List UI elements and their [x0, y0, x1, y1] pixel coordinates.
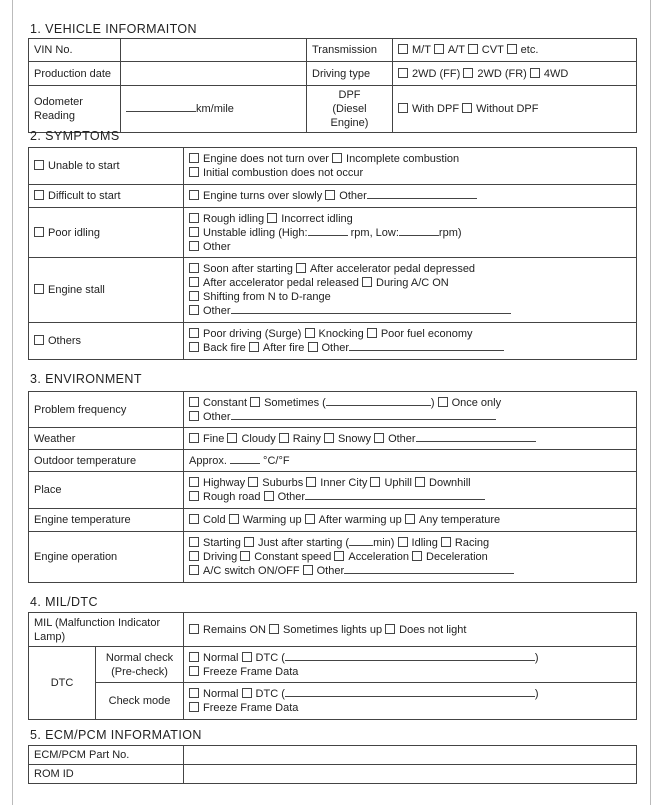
checkbox[interactable]: [306, 477, 316, 487]
blank-line[interactable]: [126, 102, 196, 112]
blank-line[interactable]: [305, 490, 485, 500]
normal-check-label: Normal check (Pre-check): [96, 647, 184, 683]
checkbox[interactable]: [441, 537, 451, 547]
driving-label: Driving type: [307, 62, 393, 86]
checkbox[interactable]: [189, 190, 199, 200]
checkbox[interactable]: [324, 433, 334, 443]
checkbox[interactable]: [189, 291, 199, 301]
section-title-mil: 4. MIL/DTC: [30, 595, 98, 609]
checkbox[interactable]: [189, 227, 199, 237]
checkbox[interactable]: [240, 551, 250, 561]
checkbox[interactable]: [362, 277, 372, 287]
blank-line[interactable]: [326, 396, 431, 406]
symptoms-table: [28, 147, 637, 360]
checkbox[interactable]: [189, 666, 199, 676]
checkbox[interactable]: [229, 514, 239, 524]
place-label: Place: [29, 472, 184, 509]
check-mode-options: Normal DTC ( ) Freeze Frame Data: [184, 683, 637, 720]
checkbox[interactable]: [398, 68, 408, 78]
checkbox[interactable]: [244, 537, 254, 547]
vehicle-info-table: [28, 38, 637, 133]
checkbox[interactable]: [189, 397, 199, 407]
checkbox[interactable]: [398, 537, 408, 547]
engine-temp-options: Cold Warming up After warming up Any temperature: [184, 509, 637, 532]
dtc-label: DTC: [29, 647, 96, 720]
checkbox[interactable]: [189, 688, 199, 698]
checkbox[interactable]: [189, 213, 199, 223]
checkbox[interactable]: [305, 328, 315, 338]
blank-line[interactable]: [349, 341, 504, 351]
blank-line[interactable]: [367, 189, 477, 199]
checkbox[interactable]: [189, 167, 199, 177]
outdoor-field: Approx. °C/°F: [184, 450, 637, 472]
checkbox[interactable]: [242, 652, 252, 662]
production-field[interactable]: [121, 62, 307, 86]
operation-label: Engine operation: [29, 532, 184, 583]
blank-line[interactable]: [230, 454, 260, 464]
checkbox[interactable]: [189, 624, 199, 634]
environment-table: [28, 391, 637, 583]
blank-line[interactable]: [344, 564, 514, 574]
checkbox[interactable]: [189, 537, 199, 547]
rom-id-label: ROM ID: [29, 765, 184, 784]
checkbox[interactable]: [374, 433, 384, 443]
blank-line[interactable]: [416, 432, 536, 442]
checkbox[interactable]: [305, 514, 315, 524]
checkbox[interactable]: [279, 433, 289, 443]
checkbox[interactable]: [189, 328, 199, 338]
checkbox[interactable]: [308, 342, 318, 352]
unable-options: Engine does not turn over Incomplete combustion Initial combustion does not occur: [184, 148, 637, 185]
rom-id-field[interactable]: [184, 765, 637, 784]
page-left-edge: [12, 0, 13, 805]
engine-temp-label: Engine temperature: [29, 509, 184, 532]
blank-line[interactable]: [285, 687, 535, 697]
frequency-options: Constant Sometimes ( ) Once only Other: [184, 392, 637, 428]
outdoor-label: Outdoor temperature: [29, 450, 184, 472]
checkbox[interactable]: [412, 551, 422, 561]
difficult-label: Difficult to start: [29, 185, 184, 208]
checkbox[interactable]: [189, 241, 199, 251]
others-options: Poor driving (Surge) Knocking Poor fuel economy Back fire After fire Other: [184, 323, 637, 360]
section-title-ecm: 5. ECM/PCM INFORMATION: [30, 728, 202, 742]
place-options: Highway Suburbs Inner City Uphill Downhill Rough road Other: [184, 472, 637, 509]
weather-options: Fine Cloudy Rainy Snowy Other: [184, 428, 637, 450]
mil-options: Remains ON Sometimes lights up Does not light: [184, 613, 637, 647]
blank-line[interactable]: [231, 304, 511, 314]
page-right-edge: [650, 0, 651, 805]
checkbox[interactable]: [398, 44, 408, 54]
checkbox[interactable]: [296, 263, 306, 273]
checkbox[interactable]: [189, 652, 199, 662]
section-title-environment: 3. ENVIRONMENT: [30, 372, 142, 386]
weather-label: Weather: [29, 428, 184, 450]
check-mode-label: Check mode: [96, 683, 184, 720]
vin-field[interactable]: [121, 39, 307, 62]
operation-options: Starting Just after starting ( min) Idling Racing Driving Constant speed Acceleration Deceleration A/C switch ON/OFF Other: [184, 532, 637, 583]
checkbox[interactable]: [189, 477, 199, 487]
checkbox[interactable]: [462, 103, 472, 113]
checkbox[interactable]: [34, 190, 44, 200]
checkbox[interactable]: [438, 397, 448, 407]
checkbox[interactable]: [189, 305, 199, 315]
checkbox[interactable]: [189, 153, 199, 163]
vin-label: VIN No.: [29, 39, 121, 62]
unable-label: Unable to start: [29, 148, 184, 185]
stall-options: Soon after starting After accelerator pedal depressed After accelerator pedal released During A/C ON Shifting from N to D-range Other: [184, 258, 637, 323]
mil-dtc-table: [28, 612, 637, 720]
blank-line[interactable]: [399, 226, 439, 236]
checkbox[interactable]: [507, 44, 517, 54]
checkbox[interactable]: [189, 263, 199, 273]
checkbox[interactable]: [189, 551, 199, 561]
checkbox[interactable]: [415, 477, 425, 487]
frequency-label: Problem frequency: [29, 392, 184, 428]
checkbox[interactable]: [405, 514, 415, 524]
checkbox[interactable]: [249, 342, 259, 352]
poor-idling-label: Poor idling: [29, 208, 184, 258]
odometer-label: Odometer Reading: [29, 86, 121, 133]
checkbox[interactable]: [303, 565, 313, 575]
checkbox[interactable]: [370, 477, 380, 487]
section-title-symptoms: 2. SYMPTOMS: [30, 129, 120, 143]
checkbox[interactable]: [325, 190, 335, 200]
ecm-table: [28, 745, 637, 784]
mil-label: MIL (Malfunction Indicator Lamp): [29, 613, 184, 647]
transmission-options: M/T A/T CVT etc.: [393, 39, 637, 62]
checkbox[interactable]: [334, 551, 344, 561]
difficult-options: Engine turns over slowly Other: [184, 185, 637, 208]
checkbox[interactable]: [269, 624, 279, 634]
checkbox[interactable]: [189, 433, 199, 443]
checkbox[interactable]: [367, 328, 377, 338]
odometer-field[interactable]: km/mile: [121, 86, 307, 133]
stall-label: Engine stall: [29, 258, 184, 323]
dpf-options: With DPF Without DPF: [393, 86, 637, 133]
ecm-part-field[interactable]: [184, 746, 637, 765]
checkbox[interactable]: [34, 160, 44, 170]
others-label: Others: [29, 323, 184, 360]
normal-check-options: Normal DTC ( ) Freeze Frame Data: [184, 647, 637, 683]
checkbox[interactable]: [248, 477, 258, 487]
checkbox[interactable]: [385, 624, 395, 634]
checkbox[interactable]: [34, 284, 44, 294]
checkbox[interactable]: [332, 153, 342, 163]
dpf-label: DPF (Diesel Engine): [307, 86, 393, 133]
poor-idling-options: Rough idling Incorrect idling Unstable idling (High: rpm, Low: rpm) Other: [184, 208, 637, 258]
blank-line[interactable]: [349, 536, 373, 546]
blank-line[interactable]: [285, 651, 535, 661]
blank-line[interactable]: [231, 410, 496, 420]
checkbox[interactable]: [189, 702, 199, 712]
checkbox[interactable]: [189, 491, 199, 501]
checkbox[interactable]: [468, 44, 478, 54]
checkbox[interactable]: [189, 411, 199, 421]
checkbox[interactable]: [434, 44, 444, 54]
checkbox[interactable]: [264, 491, 274, 501]
checkbox[interactable]: [34, 335, 44, 345]
checkbox[interactable]: [189, 342, 199, 352]
checkbox[interactable]: [189, 514, 199, 524]
section-title-vehicle: 1. VEHICLE INFORMAITON: [30, 22, 197, 36]
checkbox[interactable]: [189, 565, 199, 575]
checkbox[interactable]: [463, 68, 473, 78]
checkbox[interactable]: [227, 433, 237, 443]
checkbox[interactable]: [189, 277, 199, 287]
driving-options: 2WD (FF) 2WD (FR) 4WD: [393, 62, 637, 86]
checkbox[interactable]: [34, 227, 44, 237]
checkbox[interactable]: [242, 688, 252, 698]
checkbox[interactable]: [250, 397, 260, 407]
ecm-part-label: ECM/PCM Part No.: [29, 746, 184, 765]
production-label: Production date: [29, 62, 121, 86]
checkbox[interactable]: [267, 213, 277, 223]
transmission-label: Transmission: [307, 39, 393, 62]
blank-line[interactable]: [308, 226, 348, 236]
checkbox[interactable]: [398, 103, 408, 113]
checkbox[interactable]: [530, 68, 540, 78]
